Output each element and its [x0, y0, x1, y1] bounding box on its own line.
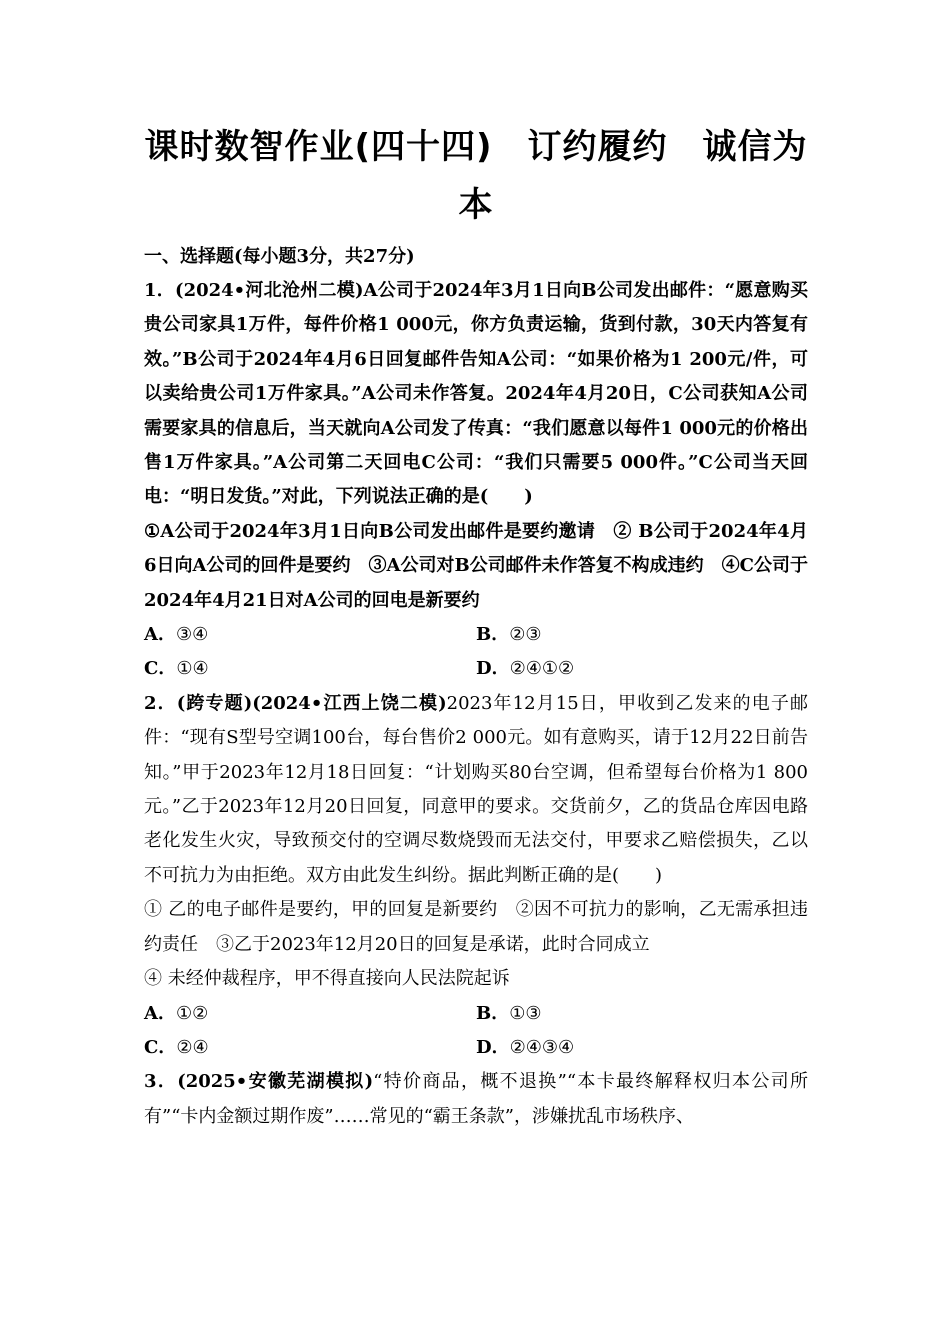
question-1-options-row-1: [144, 618, 808, 652]
statements-text: ①A公司于2024年3月1日向B公司发出邮件是要约邀请 ② B公司于2024年4月6日向A公司的回件是要约 ③A公司对B公司邮件未作答复不构成违约 ④C公司于2024年4月21日对A公司的回电是新要约: [144, 520, 808, 611]
question-text: “特价商品，概不退换”“本卡最终解释权归本公司所有”“卡内金额过期作废”……常见的“霸王条款”，涉嫌扰乱市场秩序、: [144, 1071, 808, 1127]
option-letter: C．: [144, 1036, 177, 1058]
option-text: ①③: [509, 1002, 542, 1024]
option-letter: B．: [476, 624, 510, 646]
option-text: ①②: [175, 1002, 209, 1024]
question-source: (跨专题)(2024•江西上饶二模): [176, 692, 447, 714]
title-line-1: 课时数智作业(四十四) 订约履约 诚信为: [144, 127, 808, 167]
question-2-statements: [144, 893, 808, 962]
question-1-stem: [144, 274, 808, 515]
question-2-options-row-1: [144, 997, 808, 1031]
question-number: 3．: [144, 1071, 178, 1093]
option-d[interactable]: [476, 1031, 808, 1065]
statement-4-text: ④ 未经仲裁程序，甲不得直接向人民法院起诉: [144, 968, 510, 990]
option-c[interactable]: [144, 1031, 476, 1065]
document-page: [144, 118, 808, 1134]
question-number: 2．: [144, 692, 177, 714]
question-text: A公司于2024年3月1日向B公司发出邮件：“愿意购买贵公司家具1万件，每件价格1 000元，你方负责运输，货到付款，30天内答复有效。”B公司于2024年4月6日回复邮件告知A公司：“如果价格为1 200元/件，可以卖给贵公司1万件家具。”A公司未作答复。2024年4月20日，C公司获知A公司需要家具的信息后，当天就向A公司发了传真：“我们愿意以每件1 000元的价格出售1万件家具。”A公司第二天回电C公司：“我们只需要5 000件。”C公司当天回电：“明日发货。”对此，下列说法正确的是( ): [144, 280, 808, 508]
option-a[interactable]: [144, 997, 476, 1031]
section-heading: 一、选择题(每小题3分，共27分): [144, 246, 415, 267]
option-a[interactable]: [144, 618, 476, 652]
question-source: (2025•安徽芜湖模拟): [177, 1071, 374, 1093]
option-b[interactable]: [476, 618, 808, 652]
option-d[interactable]: [476, 652, 808, 686]
question-3-stem: [144, 1065, 808, 1134]
option-c[interactable]: [144, 652, 476, 686]
option-text: ②③: [509, 624, 542, 646]
page-title: [144, 118, 808, 234]
question-source: (2024•河北沧州二模): [175, 280, 364, 301]
question-1-statements: [144, 515, 808, 618]
option-text: ③④: [175, 624, 209, 646]
option-letter: C．: [144, 658, 177, 680]
option-text: ②④①②: [509, 658, 575, 680]
question-2-options-row-2: [144, 1031, 808, 1065]
option-letter: B．: [476, 1002, 510, 1024]
statements-text: ① 乙的电子邮件是要约，甲的回复是新要约 ②因不可抗力的影响，乙无需承担违约责任 ③乙于2023年12月20日的回复是承诺，此时合同成立: [144, 899, 808, 955]
option-b[interactable]: [476, 997, 808, 1031]
option-text: ②④③④: [509, 1036, 575, 1058]
option-letter: D．: [476, 1036, 510, 1058]
question-2-statement-4: [144, 962, 808, 996]
option-letter: D．: [476, 658, 510, 680]
question-text: 2023年12月15日，甲收到乙发来的电子邮件：“现有S型号空调100台，每台售价2 000元。如有意购买，请于12月22日前告知。”甲于2023年12月18日回复：“计划购买80台空调，但希望每台价格为1 800元。”乙于2023年12月20日回复，同意甲的要求。交货前夕，乙的货品仓库因电路老化发生火灾，导致预交付的空调尽数烧毁而无法交付，甲要求乙赔偿损失，乙以不可抗力为由拒绝。双方由此发生纠纷。据此判断正确的是( ): [144, 692, 808, 886]
title-line-2: 本: [458, 185, 494, 225]
option-letter: A．: [144, 1002, 176, 1024]
question-1-options-row-2: [144, 652, 808, 686]
option-letter: A．: [144, 624, 176, 646]
question-2-stem: [144, 687, 808, 893]
option-text: ①④: [176, 658, 209, 680]
option-text: ②④: [176, 1036, 209, 1058]
question-number: 1．: [144, 280, 176, 301]
